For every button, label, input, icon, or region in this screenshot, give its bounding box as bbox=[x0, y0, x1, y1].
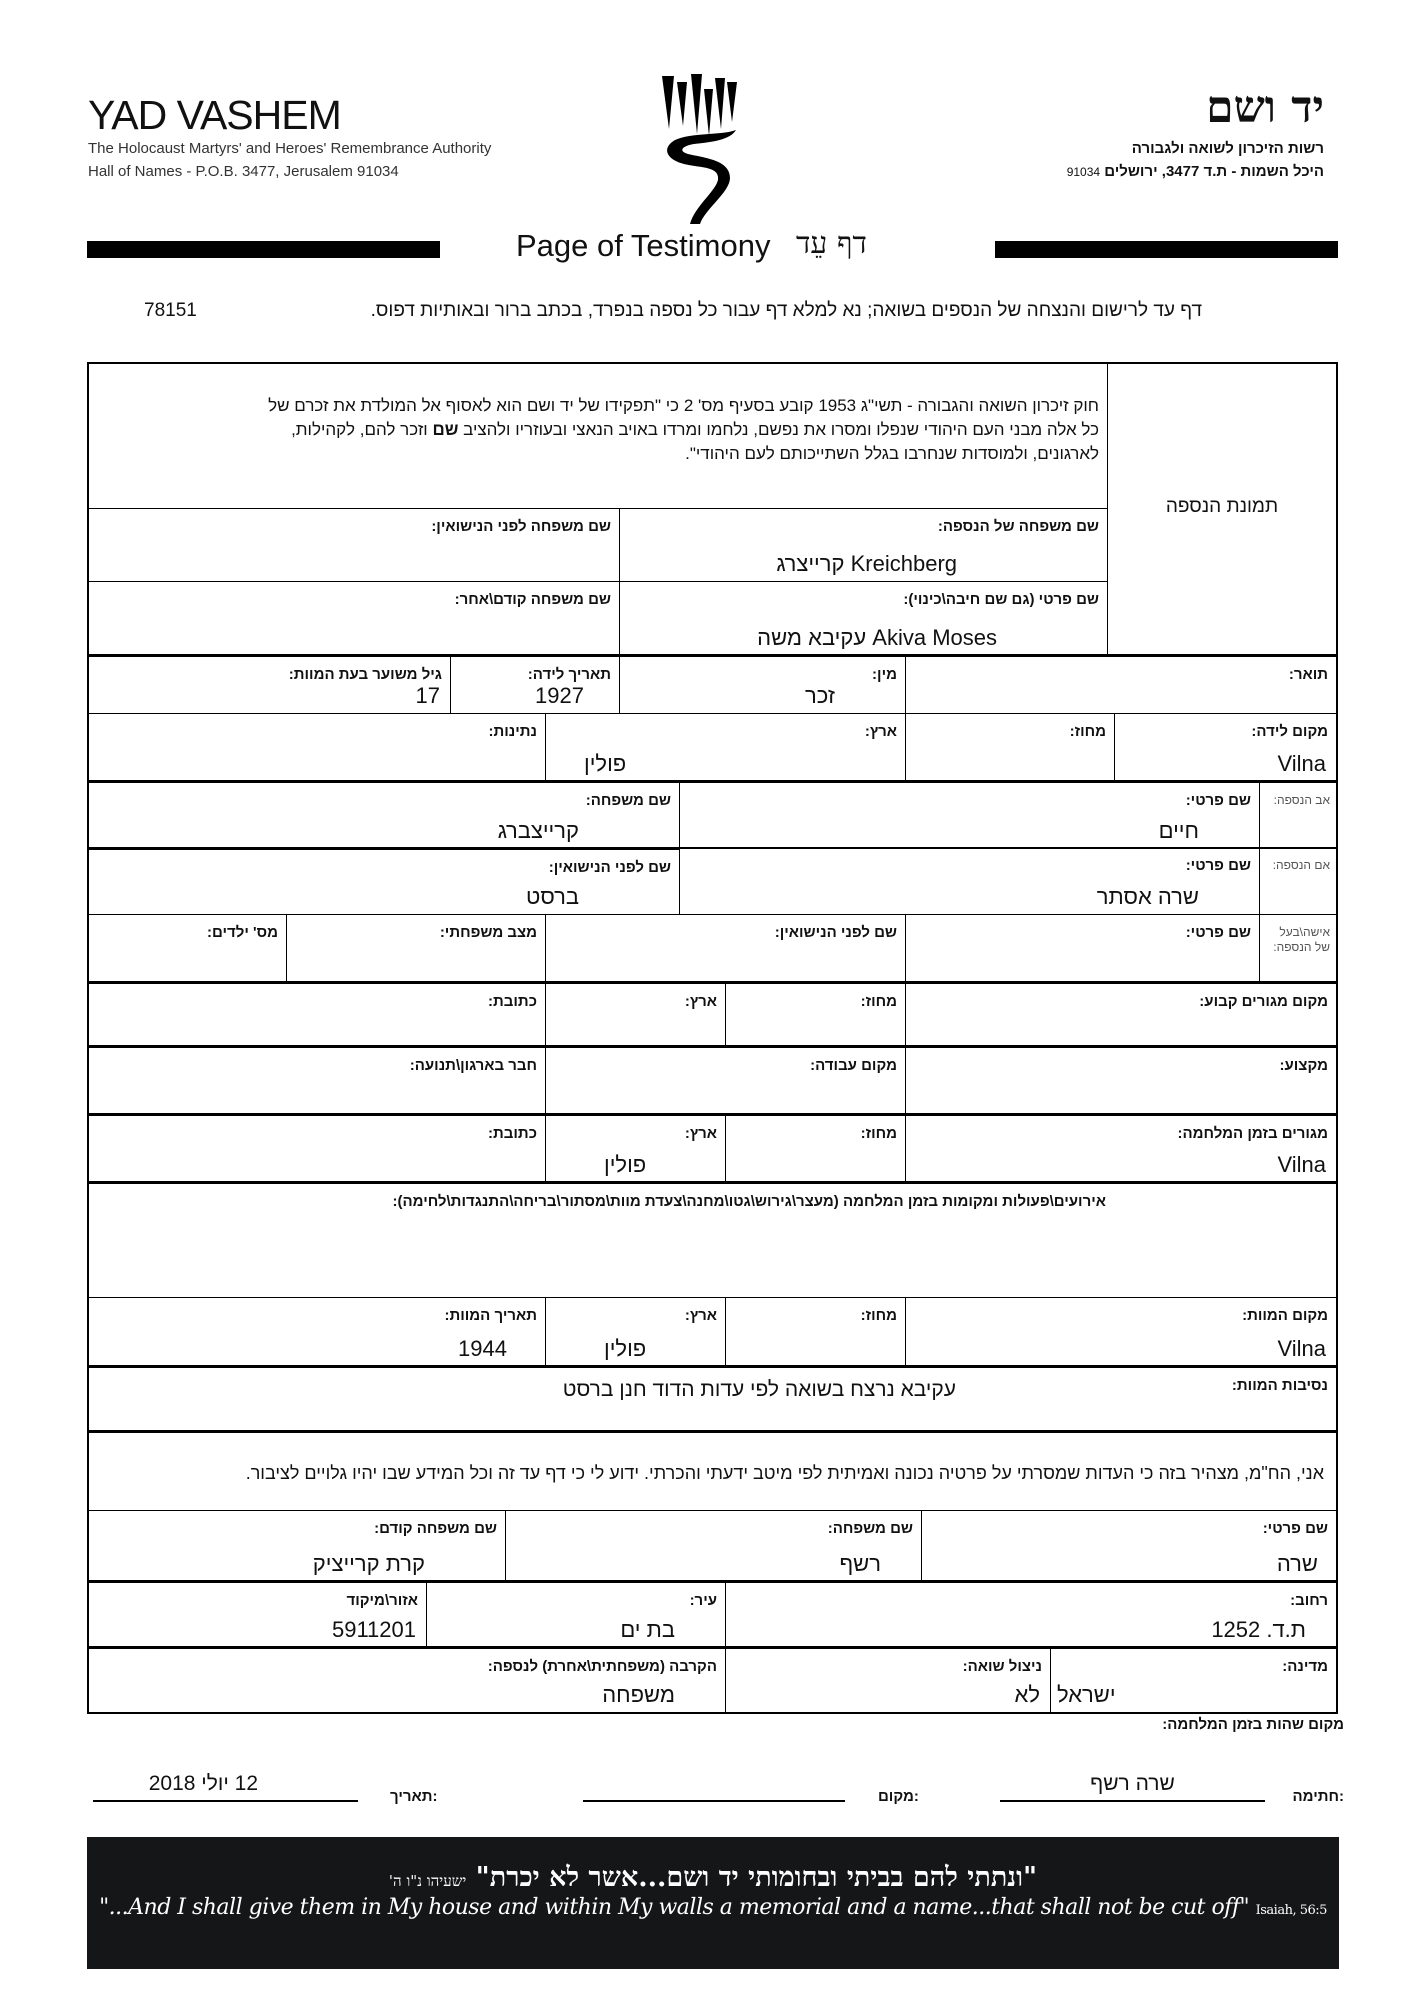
spouse-maiden-name-label: שם לפני הנישואין: bbox=[774, 924, 897, 941]
father-first-name-value: חיים bbox=[1158, 818, 1199, 843]
wartime-address-label: כתובת: bbox=[488, 1125, 537, 1142]
organization-field[interactable] bbox=[87, 1045, 546, 1115]
death-country-label: ארץ: bbox=[684, 1307, 717, 1324]
father-family-name-value: קרייצברג bbox=[497, 818, 579, 843]
organization-label: חבר בארגון\תנועה: bbox=[409, 1057, 537, 1074]
death-date-value: 1944 bbox=[458, 1336, 507, 1361]
father-section-label-box bbox=[1259, 780, 1338, 849]
footer-quote-he bbox=[87, 1862, 1339, 1893]
father-first-name-label: שם פרטי: bbox=[1185, 792, 1251, 809]
residence-address-label: כתובת: bbox=[488, 993, 537, 1010]
law-text bbox=[99, 394, 1099, 466]
residence-district-field[interactable] bbox=[725, 981, 906, 1047]
form-number: 78151 bbox=[144, 300, 197, 321]
death-place-label: מקום המוות: bbox=[1242, 1307, 1328, 1324]
death-place-value: Vilna bbox=[1277, 1336, 1326, 1361]
victim-first-name-field[interactable] bbox=[619, 581, 1108, 656]
death-country-field[interactable] bbox=[545, 1297, 726, 1367]
org-subtitle-en: The Holocaust Martyrs' and Heroes' Remembrance Authority bbox=[88, 140, 492, 157]
victim-age-at-death-field[interactable] bbox=[87, 654, 451, 714]
victim-birth-date-label: תאריך לידה: bbox=[527, 666, 611, 683]
submitter-family-name-field[interactable] bbox=[505, 1510, 922, 1582]
residence-country-field[interactable] bbox=[545, 981, 726, 1047]
page-title-en: Page of Testimony bbox=[516, 228, 771, 263]
org-address-he-text: היכל השמות - ת.ד 3477, ירושלים bbox=[1104, 163, 1324, 180]
victim-birth-country-label: ארץ: bbox=[864, 723, 897, 740]
victim-maiden-name-field[interactable] bbox=[87, 508, 620, 582]
survivor-value: לא bbox=[1014, 1682, 1040, 1707]
death-circumstances-value: עקיבא נרצח בשואה לפי עדות הדוד חנן ברסט bbox=[562, 1378, 956, 1401]
submitter-prev-family-name-field[interactable] bbox=[87, 1510, 506, 1582]
victim-gender-label: מין: bbox=[872, 666, 897, 683]
victim-birth-country-value: פולין bbox=[584, 751, 627, 776]
submitter-zip-label: אזור\מיקוד bbox=[346, 1592, 418, 1609]
victim-birth-country-field[interactable] bbox=[545, 713, 906, 782]
org-address-he bbox=[1067, 163, 1324, 180]
footer-quote-banner bbox=[87, 1837, 1339, 1969]
victim-gender-field[interactable] bbox=[619, 654, 906, 714]
wartime-events-label: אירועים\פעולות ומקומות בזמן המלחמה (מעצר\גירוש\גטו\מחנה\צעדת מוות\מסתור\בריחה\התנגדות\לחימה): bbox=[392, 1193, 1106, 1210]
victim-birth-place-field[interactable] bbox=[1114, 713, 1338, 782]
spouse-section-label-box bbox=[1259, 914, 1338, 983]
victim-birth-place-label: מקום לידה: bbox=[1251, 723, 1328, 740]
submitter-country-label: מדינה: bbox=[1282, 1658, 1328, 1675]
victim-birth-district-field[interactable] bbox=[905, 713, 1115, 782]
residence-place-field[interactable] bbox=[905, 981, 1338, 1047]
header-bar-right bbox=[995, 241, 1338, 258]
wartime-country-field[interactable] bbox=[545, 1113, 726, 1183]
residence-place-label: מקום מגורים קבוע: bbox=[1199, 993, 1328, 1010]
relationship-field[interactable] bbox=[87, 1646, 726, 1714]
footer-quote-he-ref: ישעיהו נ"ו ה' bbox=[388, 1872, 467, 1890]
residence-country-label: ארץ: bbox=[684, 993, 717, 1010]
mother-section-label: אם הנספה: bbox=[1272, 858, 1330, 872]
law-text-box bbox=[87, 362, 1108, 509]
date-label: תאריך: bbox=[390, 1788, 438, 1805]
spouse-maiden-name-field[interactable] bbox=[545, 914, 906, 983]
marital-status-label: מצב משפחתי: bbox=[439, 924, 537, 941]
place-line bbox=[583, 1800, 845, 1802]
org-name-he: יד ושם bbox=[1206, 82, 1324, 133]
victim-birth-date-value: 1927 bbox=[535, 683, 584, 708]
victim-family-name-label: שם משפחה של הנספה: bbox=[937, 518, 1099, 535]
residence-address-field[interactable] bbox=[87, 981, 546, 1047]
wartime-address-field[interactable] bbox=[87, 1113, 546, 1183]
org-name-en: YAD VASHEM bbox=[88, 92, 341, 138]
victim-birth-date-field[interactable] bbox=[450, 654, 620, 714]
mother-section-label-box bbox=[1259, 847, 1338, 915]
death-circumstances-field[interactable] bbox=[87, 1365, 1338, 1432]
submitter-zip-field[interactable] bbox=[87, 1580, 427, 1648]
victim-birth-district-label: מחוז: bbox=[1069, 723, 1106, 740]
death-country-value: פולין bbox=[604, 1336, 647, 1361]
declaration-box bbox=[87, 1430, 1338, 1511]
declaration-text: אני, הח"מ, מצהיר בזה כי העדות שמסרתי על פרטיה נכונה ואמיתית לפי מיטב ידעתי והכרתי. ידוע לי כי דף עד זה וכל המידע שבו יהיו גלויים לציבור. bbox=[245, 1463, 1324, 1483]
victim-title-field[interactable] bbox=[905, 654, 1338, 714]
footer-quote-en-ref: Isaiah, 56:5 bbox=[1255, 1903, 1327, 1918]
wartime-events-field[interactable] bbox=[87, 1181, 1338, 1298]
law-text-line-2-b: וזכר להם, לקהילות, bbox=[291, 420, 433, 439]
page-title-he: דף עֵד bbox=[796, 226, 867, 261]
submitter-zip-value: 5911201 bbox=[331, 1617, 416, 1642]
wartime-country-label: ארץ: bbox=[684, 1125, 717, 1142]
signature-value[interactable]: שרה רשף bbox=[1090, 1772, 1175, 1795]
victim-gender-value: זכר bbox=[805, 683, 835, 708]
wartime-district-field[interactable] bbox=[725, 1113, 906, 1183]
spouse-section-label-2: של הנספה: bbox=[1273, 940, 1330, 954]
father-family-name-field[interactable] bbox=[87, 780, 680, 849]
victim-family-name-value: Kreichberg קרייצרג bbox=[776, 551, 957, 576]
victim-age-at-death-value: 17 bbox=[415, 683, 440, 708]
law-text-line-2 bbox=[99, 418, 1099, 442]
death-date-field[interactable] bbox=[87, 1297, 546, 1367]
mother-first-name-value: שרה אסתר bbox=[1096, 884, 1199, 909]
mother-maiden-name-field[interactable] bbox=[87, 847, 680, 915]
place-label: מקום: bbox=[878, 1788, 919, 1805]
victim-nationality-label: נתינות: bbox=[488, 723, 537, 740]
num-children-label: מס' ילדים: bbox=[207, 924, 278, 941]
submitter-first-name-value: שרה bbox=[1276, 1551, 1318, 1576]
org-address-en: Hall of Names - P.O.B. 3477, Jerusalem 91034 bbox=[88, 163, 399, 180]
instructions: דף עד לרישום והנצחה של הנספים בשואה; נא למלא דף עבור כל נספה בנפרד, בכתב ברור ובאותיות דפוס. bbox=[370, 300, 1202, 321]
org-subtitle-he: רשות הזיכרון לשואה ולגבורה bbox=[1131, 140, 1324, 157]
submitter-first-name-label: שם פרטי: bbox=[1262, 1520, 1328, 1537]
date-value-text: 12 יולי 2018 bbox=[148, 1772, 258, 1795]
father-family-name-label: שם משפחה: bbox=[585, 792, 671, 809]
law-text-line-2-a: כל אלה מבני העם היהודי שנפלו ומסרו את נפשם, נלחמו ומרדו באויב הנאצי ובעוזריו ולהציב bbox=[458, 420, 1099, 439]
law-text-line-2-bold: שם bbox=[432, 420, 459, 439]
submitter-family-name-value: רשף bbox=[839, 1551, 881, 1576]
num-children-field[interactable] bbox=[87, 914, 287, 983]
victim-nationality-field[interactable] bbox=[87, 713, 546, 782]
wartime-country-value: פולין bbox=[604, 1152, 647, 1177]
law-text-line-3: לארגונים, ולמוסדות שנחרבו בגלל השתייכותם לעם היהודי". bbox=[685, 444, 1099, 463]
footer-quote-en bbox=[87, 1895, 1339, 1920]
mother-first-name-field[interactable] bbox=[679, 847, 1260, 915]
mother-maiden-name-label: שם לפני הנישואין: bbox=[548, 859, 671, 876]
photo-label: תמונת הנספה bbox=[1165, 496, 1279, 517]
submitter-street-value: ת.ד. 1252 bbox=[1211, 1617, 1306, 1642]
mother-first-name-label: שם פרטי: bbox=[1185, 857, 1251, 874]
workplace-field[interactable] bbox=[545, 1045, 906, 1115]
death-district-label: מחוז: bbox=[860, 1307, 897, 1324]
wartime-district-label: מחוז: bbox=[860, 1125, 897, 1142]
date-line bbox=[93, 1800, 358, 1802]
death-place-field[interactable] bbox=[905, 1297, 1338, 1367]
father-section-label: אב הנספה: bbox=[1273, 793, 1330, 807]
victim-age-at-death-label: גיל משוער בעת המוות: bbox=[288, 666, 442, 683]
submitter-first-name-field[interactable] bbox=[921, 1510, 1338, 1582]
wartime-place-value: Vilna bbox=[1277, 1152, 1326, 1177]
org-zip-he: 91034 bbox=[1066, 165, 1101, 179]
victim-prev-family-name-label: שם משפחה קודם\אחר: bbox=[454, 591, 611, 608]
victim-prev-family-name-field[interactable] bbox=[87, 581, 620, 656]
mother-maiden-name-value: ברסט bbox=[525, 884, 579, 909]
profession-label: מקצוע: bbox=[1279, 1057, 1328, 1074]
death-date-label: תאריך המוות: bbox=[444, 1307, 537, 1324]
death-circumstances-label: נסיבות המוות: bbox=[1231, 1377, 1328, 1394]
wartime-place-field[interactable] bbox=[905, 1113, 1338, 1183]
victim-birth-place-value: Vilna bbox=[1277, 751, 1326, 776]
victim-maiden-name-label: שם משפחה לפני הנישואין: bbox=[431, 518, 611, 535]
date-value[interactable] bbox=[93, 1772, 358, 1796]
submitter-street-label: רחוב: bbox=[1290, 1592, 1328, 1609]
submitter-city-value: בת ים bbox=[620, 1617, 675, 1642]
survivor-label: ניצול שואה: bbox=[962, 1658, 1042, 1675]
spouse-first-name-field[interactable] bbox=[905, 914, 1260, 983]
submitter-street-field[interactable] bbox=[725, 1580, 1338, 1648]
spouse-section-label-1: אישה\בעל bbox=[1279, 925, 1330, 939]
father-first-name-field[interactable] bbox=[679, 780, 1260, 849]
relationship-label: הקרבה (משפחתית\אחרת) לנספה: bbox=[487, 1658, 717, 1675]
submitter-prev-family-name-value: קרת קרייציק bbox=[312, 1551, 425, 1576]
victim-family-name-field[interactable] bbox=[619, 508, 1108, 582]
footer-quote-he-text: "ונתתי להם בביתי ובחומותי יד ושם...אשר לא יכרת" bbox=[475, 1862, 1038, 1893]
wartime-place-label: מגורים בזמן המלחמה: bbox=[1177, 1125, 1328, 1142]
spouse-first-name-label: שם פרטי: bbox=[1185, 924, 1251, 941]
workplace-label: מקום עבודה: bbox=[810, 1057, 897, 1074]
marital-status-field[interactable] bbox=[286, 914, 546, 983]
signature-line bbox=[1000, 1800, 1265, 1802]
signature-label: חתימה: bbox=[1292, 1788, 1344, 1805]
victim-first-name-value: Akiva Moses עקיבא משה bbox=[757, 625, 997, 650]
victim-title-label: תואר: bbox=[1288, 666, 1328, 683]
wartime-place-label: מקום שהות בזמן המלחמה: bbox=[1162, 1716, 1344, 1733]
submitter-country-value: ישראל bbox=[1057, 1682, 1116, 1707]
law-text-line-1: חוק זיכרון השואה והגבורה - תשי"ג 1953 קובע בסעיף מס' 2 כי "תפקידו של יד ושם הוא לאסוף אל המולדת את זכרם של bbox=[268, 396, 1099, 415]
yad-vashem-menorah-logo-icon bbox=[660, 74, 740, 224]
submitter-city-label: עיר: bbox=[689, 1592, 717, 1609]
submitter-family-name-label: שם משפחה: bbox=[827, 1520, 913, 1537]
survivor-field[interactable] bbox=[725, 1646, 1051, 1714]
header-bar-left bbox=[87, 241, 440, 258]
submitter-country-field[interactable] bbox=[1050, 1646, 1338, 1714]
submitter-prev-family-name-label: שם משפחה קודם: bbox=[374, 1520, 497, 1537]
footer-quote-en-text: "...And I shall give them in My house and within My walls a memorial and a name...that shall not be cut off" bbox=[99, 1895, 1250, 1920]
submitter-city-field[interactable] bbox=[426, 1580, 726, 1648]
victim-photo-box[interactable] bbox=[1107, 362, 1338, 656]
death-district-field[interactable] bbox=[725, 1297, 906, 1367]
residence-district-label: מחוז: bbox=[860, 993, 897, 1010]
profession-field[interactable] bbox=[905, 1045, 1338, 1115]
relationship-value: משפחה bbox=[602, 1682, 675, 1707]
victim-first-name-label: שם פרטי (גם שם חיבה\כינוי): bbox=[903, 591, 1099, 608]
spouse-section-label bbox=[1273, 925, 1330, 955]
